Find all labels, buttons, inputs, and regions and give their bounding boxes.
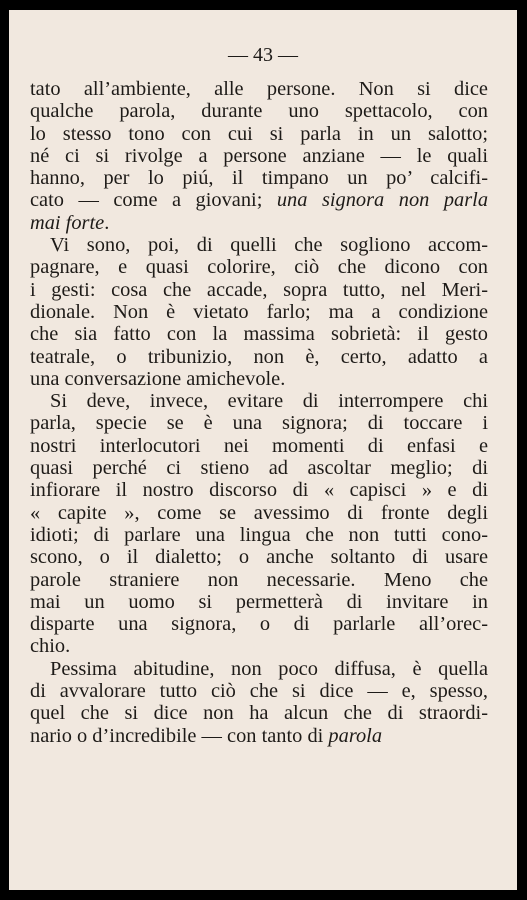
- text-segment: nostri interlocutori nei momenti di enfasi e: [30, 434, 488, 457]
- text-segment: che sia fatto con la massima sobrietà: il gesto: [30, 323, 488, 346]
- text-segment: tato all’ambiente, alle persone. Non si dice: [30, 78, 488, 100]
- text-segment: dionale. Non è vietato farlo; ma a condizione: [30, 300, 488, 323]
- text-line: [30, 702, 488, 724]
- text-line: [30, 167, 488, 189]
- text-segment: mai un uomo si permetterà di invitare in: [30, 590, 488, 613]
- text-segment: disparte una signora, o di parlarle all’orec-: [30, 613, 488, 636]
- text-segment: pagnare, e quasi colorire, ciò che dicono con: [30, 256, 488, 279]
- text-segment: quasi perché ci stieno ad ascoltar meglio; di: [30, 457, 488, 480]
- text-line: [30, 123, 488, 145]
- paragraph: [30, 234, 488, 390]
- paragraph: [30, 390, 488, 658]
- italic-text: una signora non parla: [276, 189, 489, 212]
- text-segment: i gesti: cosa che accade, sopra tutto, nel Meri-: [30, 278, 488, 301]
- paragraph: [30, 658, 488, 747]
- text-line: [30, 100, 488, 122]
- text-line: [30, 546, 488, 568]
- text-line: [30, 502, 488, 524]
- text-segment: teatrale, o tribunizio, non è, certo, adatto a: [30, 345, 488, 368]
- text-line: [30, 479, 488, 501]
- text-segment: lo stesso tono con cui si parla in un salotto;: [30, 122, 488, 145]
- text-line: [30, 524, 488, 546]
- text-line: [30, 569, 488, 591]
- text-segment: una conversazione amichevole.: [30, 367, 286, 390]
- text-line: [30, 635, 488, 657]
- text-line: [30, 412, 488, 434]
- text-segment: Vi sono, poi, di quelli che sogliono accom-: [50, 234, 488, 257]
- text-line: [30, 279, 488, 301]
- italic-text: mai forte: [30, 211, 105, 234]
- text-line: [30, 78, 488, 100]
- text-segment: nario o d’incredibile — con tanto di: [30, 724, 329, 747]
- text-line: [30, 145, 488, 167]
- paragraph: [30, 78, 488, 234]
- text-segment: infiorare il nostro discorso di « capisci » e di: [30, 479, 488, 502]
- text-line: [30, 680, 488, 702]
- text-line: [30, 301, 488, 323]
- text-segment: Si deve, invece, evitare di interrompere chi: [50, 390, 488, 413]
- text-segment: di avvalorare tutto ciò che si dice — e, spesso,: [30, 680, 488, 703]
- text-segment: hanno, per lo piú, il timpano un po’ calcifi-: [30, 167, 488, 190]
- text-line: [30, 368, 488, 390]
- text-line: [30, 613, 488, 635]
- text-line: [30, 212, 488, 234]
- text-segment: né ci si rivolge a persone anziane — le quali: [30, 144, 488, 167]
- text-segment: quel che si dice non ha alcun che di straordi-: [30, 702, 488, 725]
- text-segment: idioti; di parlare una lingua che non tutti cono-: [30, 523, 488, 546]
- text-segment: .: [104, 211, 110, 234]
- text-line: [30, 323, 488, 345]
- text-line: [30, 189, 488, 211]
- text-segment: scono, o il dialetto; o anche soltanto di usare: [30, 546, 488, 569]
- book-page: [9, 10, 517, 890]
- body-text: [30, 78, 488, 747]
- text-line: [30, 725, 488, 747]
- text-segment: parole straniere non necessarie. Meno che: [30, 568, 488, 591]
- text-line: [30, 435, 488, 457]
- text-line: [30, 457, 488, 479]
- text-line: [30, 256, 488, 278]
- text-line: [30, 658, 488, 680]
- text-segment: chio.: [30, 635, 71, 658]
- text-segment: qualche parola, durante uno spettacolo, con: [30, 100, 488, 123]
- text-segment: parla, specie se è una signora; di toccare i: [30, 412, 488, 435]
- page-number: — 43 —: [228, 44, 298, 66]
- italic-text: parola: [328, 724, 383, 747]
- text-segment: cato — come a giovani;: [30, 189, 277, 212]
- text-line: [30, 234, 488, 256]
- text-line: [30, 591, 488, 613]
- text-line: [30, 346, 488, 368]
- text-line: [30, 390, 488, 412]
- text-segment: « capite », come se avessimo di fronte degli: [30, 501, 488, 524]
- text-segment: Pessima abitudine, non poco diffusa, è quella: [50, 657, 488, 680]
